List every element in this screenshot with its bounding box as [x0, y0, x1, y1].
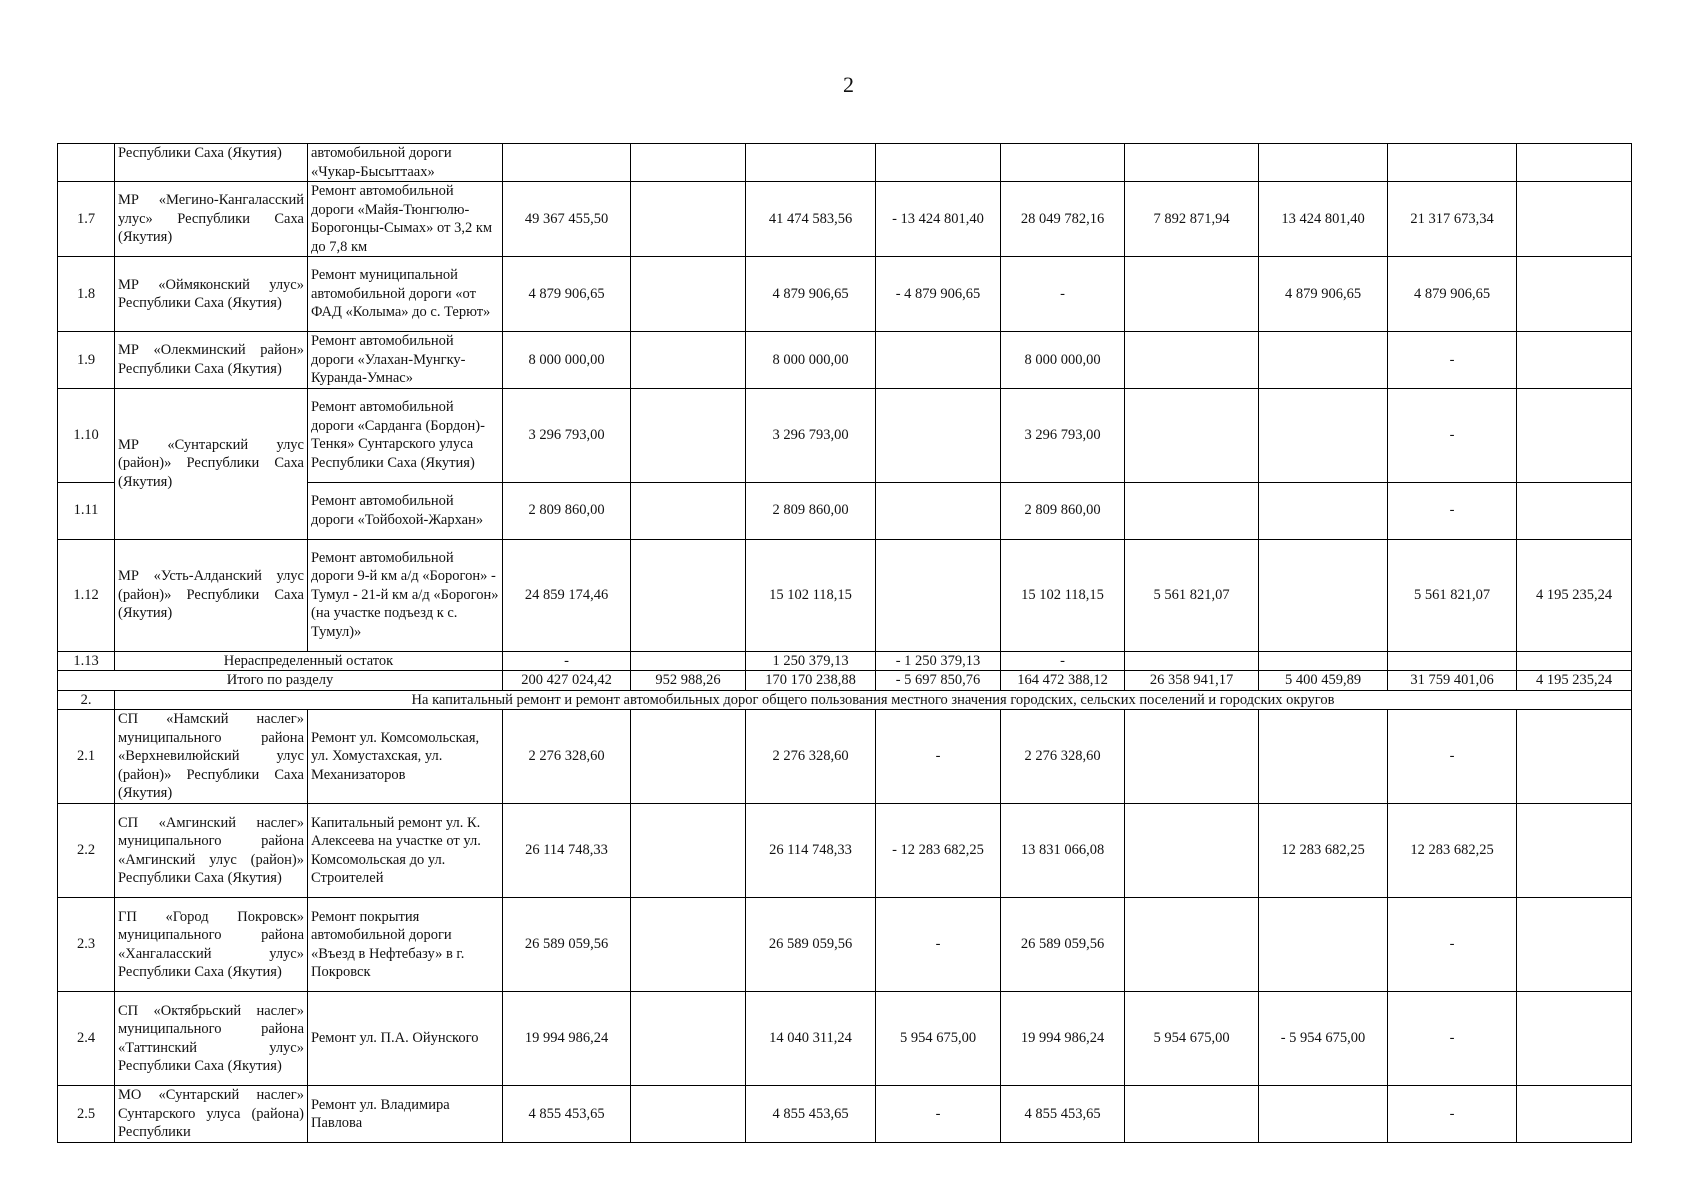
municipality-cell: СП «Амгинский наслег» муниципального района «Амгинский улус (район)» Республики Саха (Якутия) [115, 804, 308, 898]
row-number: 2.3 [58, 898, 115, 992]
value-cell [1517, 1086, 1632, 1143]
table-row [58, 332, 1632, 389]
value-cell [1125, 332, 1259, 389]
value-cell: 952 988,26 [631, 671, 746, 691]
row-number: 1.12 [58, 539, 115, 651]
value-cell: 8 000 000,00 [746, 332, 876, 389]
value-cell [631, 1086, 746, 1143]
value-cell: 49 367 455,50 [503, 182, 631, 257]
value-cell [631, 804, 746, 898]
value-cell: 4 855 453,65 [746, 1086, 876, 1143]
row-number: 2.2 [58, 804, 115, 898]
value-cell [1517, 804, 1632, 898]
object-cell: Ремонт автомобильной дороги «Тойбохой-Жархан» [308, 482, 503, 539]
value-cell: 3 296 793,00 [503, 388, 631, 482]
value-cell [631, 992, 746, 1086]
object-cell: Ремонт ул. П.А. Ойунского [308, 992, 503, 1086]
row-number: 1.8 [58, 257, 115, 332]
value-cell [1517, 482, 1632, 539]
value-cell: 3 296 793,00 [1001, 388, 1125, 482]
value-cell: 3 296 793,00 [746, 388, 876, 482]
value-cell [1125, 482, 1259, 539]
value-cell: - [1388, 482, 1517, 539]
row-number: 1.11 [58, 482, 115, 539]
table-row-total [58, 671, 1632, 691]
value-cell: 13 424 801,40 [1259, 182, 1388, 257]
municipality-cell: СП «Октябрьский наслег» муниципального района «Таттинский улус» Республики Саха (Якутия) [115, 992, 308, 1086]
value-cell: 4 855 453,65 [503, 1086, 631, 1143]
value-cell [1259, 898, 1388, 992]
object-cell: Ремонт автомобильной дороги «Майя-Тюнгюлю-Борогонцы-Сымах» от 3,2 км до 7,8 км [308, 182, 503, 257]
row-number: 1.10 [58, 388, 115, 482]
object-cell: Ремонт автомобильной дороги «Сарданга (Бордон)-Тенкя» Сунтарского улуса Республики Саха (Якутия) [308, 388, 503, 482]
value-cell: 26 114 748,33 [503, 804, 631, 898]
value-cell: - 5 697 850,76 [876, 671, 1001, 691]
value-cell: 5 400 459,89 [1259, 671, 1388, 691]
table-row [58, 182, 1632, 257]
value-cell: - 4 879 906,65 [876, 257, 1001, 332]
municipality-cell: МР «Мегино-Кангаласский улус» Республики Саха (Якутия) [115, 182, 308, 257]
value-cell: - [1001, 651, 1125, 671]
value-cell [1125, 388, 1259, 482]
row-number: 2. [58, 690, 115, 710]
row-number: 2.5 [58, 1086, 115, 1143]
value-cell [1001, 144, 1125, 182]
value-cell: 4 879 906,65 [503, 257, 631, 332]
value-cell: - [876, 1086, 1001, 1143]
value-cell [746, 144, 876, 182]
value-cell: - [1388, 388, 1517, 482]
value-cell: 4 879 906,65 [746, 257, 876, 332]
value-cell: 15 102 118,15 [746, 539, 876, 651]
municipality-cell: Республики Саха (Якутия) [115, 144, 308, 182]
value-cell: 5 561 821,07 [1388, 539, 1517, 651]
value-cell [631, 482, 746, 539]
unallocated-label: Нераспределенный остаток [115, 651, 503, 671]
value-cell [1125, 651, 1259, 671]
value-cell [631, 144, 746, 182]
value-cell: 4 195 235,24 [1517, 539, 1632, 651]
value-cell: 1 250 379,13 [746, 651, 876, 671]
table-row [58, 257, 1632, 332]
value-cell [876, 482, 1001, 539]
section-header-row [58, 690, 1632, 710]
value-cell: 13 831 066,08 [1001, 804, 1125, 898]
value-cell: 8 000 000,00 [1001, 332, 1125, 389]
value-cell [631, 332, 746, 389]
value-cell [1125, 144, 1259, 182]
value-cell [631, 539, 746, 651]
table-row [58, 710, 1632, 804]
table-row [58, 539, 1632, 651]
value-cell: 2 809 860,00 [1001, 482, 1125, 539]
value-cell: - 1 250 379,13 [876, 651, 1001, 671]
value-cell [1517, 144, 1632, 182]
municipality-cell: МР «Сунтарский улус (район)» Республики Саха (Якутия) [115, 388, 308, 539]
value-cell: - 13 424 801,40 [876, 182, 1001, 257]
table-row [58, 898, 1632, 992]
row-number: 1.7 [58, 182, 115, 257]
value-cell [1259, 710, 1388, 804]
value-cell: 28 049 782,16 [1001, 182, 1125, 257]
value-cell: - 12 283 682,25 [876, 804, 1001, 898]
row-number: 2.4 [58, 992, 115, 1086]
value-cell: 12 283 682,25 [1388, 804, 1517, 898]
object-cell: Ремонт ул. Владимира Павлова [308, 1086, 503, 1143]
value-cell [1517, 182, 1632, 257]
value-cell [631, 182, 746, 257]
value-cell: - [1388, 992, 1517, 1086]
table-row [58, 804, 1632, 898]
value-cell: 164 472 388,12 [1001, 671, 1125, 691]
value-cell: 170 170 238,88 [746, 671, 876, 691]
value-cell: - [503, 651, 631, 671]
value-cell [1388, 144, 1517, 182]
value-cell: - [1388, 898, 1517, 992]
value-cell: - [876, 898, 1001, 992]
municipality-cell: МР «Олекминский район» Республики Саха (Якутия) [115, 332, 308, 389]
value-cell [631, 388, 746, 482]
value-cell: 14 040 311,24 [746, 992, 876, 1086]
municipality-cell: МО «Сунтарский наслег» Сунтарского улуса (района) Республики [115, 1086, 308, 1143]
value-cell: 2 809 860,00 [503, 482, 631, 539]
value-cell [631, 710, 746, 804]
value-cell: 24 859 174,46 [503, 539, 631, 651]
value-cell: 21 317 673,34 [1388, 182, 1517, 257]
row-number [58, 144, 115, 182]
value-cell [1517, 388, 1632, 482]
value-cell: 4 195 235,24 [1517, 671, 1632, 691]
value-cell: 200 427 024,42 [503, 671, 631, 691]
municipality-cell: СП «Намский наслег» муниципального района «Верхневилюйский улус (район)» Республики Саха (Якутия) [115, 710, 308, 804]
table-row [58, 388, 1632, 482]
value-cell: 2 276 328,60 [503, 710, 631, 804]
object-cell: автомобильной дороги «Чукар-Бысыттаах» [308, 144, 503, 182]
value-cell [1259, 539, 1388, 651]
value-cell: 12 283 682,25 [1259, 804, 1388, 898]
value-cell [1125, 1086, 1259, 1143]
value-cell: 41 474 583,56 [746, 182, 876, 257]
section-total-label: Итого по разделу [58, 671, 503, 691]
municipality-cell: МР «Усть-Алданский улус (район)» Республики Саха (Якутия) [115, 539, 308, 651]
value-cell [1125, 804, 1259, 898]
value-cell [1517, 257, 1632, 332]
value-cell: - [1001, 257, 1125, 332]
budget-table [57, 143, 1632, 1143]
object-cell: Ремонт ул. Комсомольская, ул. Хомустахская, ул. Механизаторов [308, 710, 503, 804]
value-cell: - 5 954 675,00 [1259, 992, 1388, 1086]
value-cell: 2 809 860,00 [746, 482, 876, 539]
object-cell: Ремонт муниципальной автомобильной дороги «от ФАД «Колыма» до с. Терют» [308, 257, 503, 332]
row-number: 1.13 [58, 651, 115, 671]
value-cell: 26 114 748,33 [746, 804, 876, 898]
object-cell: Капитальный ремонт ул. К. Алексеева на участке от ул. Комсомольская до ул. Строителей [308, 804, 503, 898]
value-cell: 26 589 059,56 [746, 898, 876, 992]
value-cell: 31 759 401,06 [1388, 671, 1517, 691]
table-row [58, 992, 1632, 1086]
value-cell: 2 276 328,60 [746, 710, 876, 804]
value-cell [1517, 332, 1632, 389]
value-cell [1388, 651, 1517, 671]
municipality-cell: МР «Оймяконский улус» Республики Саха (Якутия) [115, 257, 308, 332]
value-cell: 7 892 871,94 [1125, 182, 1259, 257]
object-cell: Ремонт автомобильной дороги 9-й км а/д «Борогон» - Тумул - 21-й км а/д «Борогон» (на участке подъезд к с. Тумул)» [308, 539, 503, 651]
value-cell: 5 954 675,00 [1125, 992, 1259, 1086]
value-cell [631, 651, 746, 671]
value-cell [1125, 898, 1259, 992]
table-row [58, 651, 1632, 671]
value-cell: 2 276 328,60 [1001, 710, 1125, 804]
value-cell [1125, 710, 1259, 804]
value-cell: 15 102 118,15 [1001, 539, 1125, 651]
object-cell: Ремонт покрытия автомобильной дороги «Въезд в Нефтебазу» в г. Покровск [308, 898, 503, 992]
row-number: 2.1 [58, 710, 115, 804]
object-cell: Ремонт автомобильной дороги «Улахан-Мунгку-Куранда-Умнас» [308, 332, 503, 389]
value-cell [1517, 992, 1632, 1086]
value-cell [1259, 144, 1388, 182]
value-cell: 26 589 059,56 [503, 898, 631, 992]
value-cell: - [1388, 332, 1517, 389]
table-row [58, 1086, 1632, 1143]
value-cell: 26 358 941,17 [1125, 671, 1259, 691]
value-cell [1517, 898, 1632, 992]
value-cell: 8 000 000,00 [503, 332, 631, 389]
value-cell [1259, 1086, 1388, 1143]
value-cell [876, 332, 1001, 389]
page-number: 2 [843, 72, 854, 97]
value-cell [631, 898, 746, 992]
value-cell: 26 589 059,56 [1001, 898, 1125, 992]
value-cell [876, 539, 1001, 651]
table-row [58, 144, 1632, 182]
value-cell: - [876, 710, 1001, 804]
value-cell [1125, 257, 1259, 332]
value-cell [1259, 388, 1388, 482]
value-cell [1259, 482, 1388, 539]
value-cell: 19 994 986,24 [503, 992, 631, 1086]
row-number: 1.9 [58, 332, 115, 389]
value-cell [1259, 332, 1388, 389]
value-cell [1517, 651, 1632, 671]
value-cell [876, 144, 1001, 182]
value-cell [1259, 651, 1388, 671]
section-title: На капитальный ремонт и ремонт автомобильных дорог общего пользования местного значения городских, сельских поселений и городских округов [115, 690, 1632, 710]
value-cell: 5 954 675,00 [876, 992, 1001, 1086]
value-cell: 5 561 821,07 [1125, 539, 1259, 651]
value-cell [876, 388, 1001, 482]
value-cell: 19 994 986,24 [1001, 992, 1125, 1086]
value-cell: - [1388, 1086, 1517, 1143]
municipality-cell: ГП «Город Покровск» муниципального района «Хангаласский улус» Республики Саха (Якутия) [115, 898, 308, 992]
value-cell [503, 144, 631, 182]
value-cell [631, 257, 746, 332]
value-cell: 4 855 453,65 [1001, 1086, 1125, 1143]
value-cell [1517, 710, 1632, 804]
value-cell: - [1388, 710, 1517, 804]
value-cell: 4 879 906,65 [1259, 257, 1388, 332]
value-cell: 4 879 906,65 [1388, 257, 1517, 332]
